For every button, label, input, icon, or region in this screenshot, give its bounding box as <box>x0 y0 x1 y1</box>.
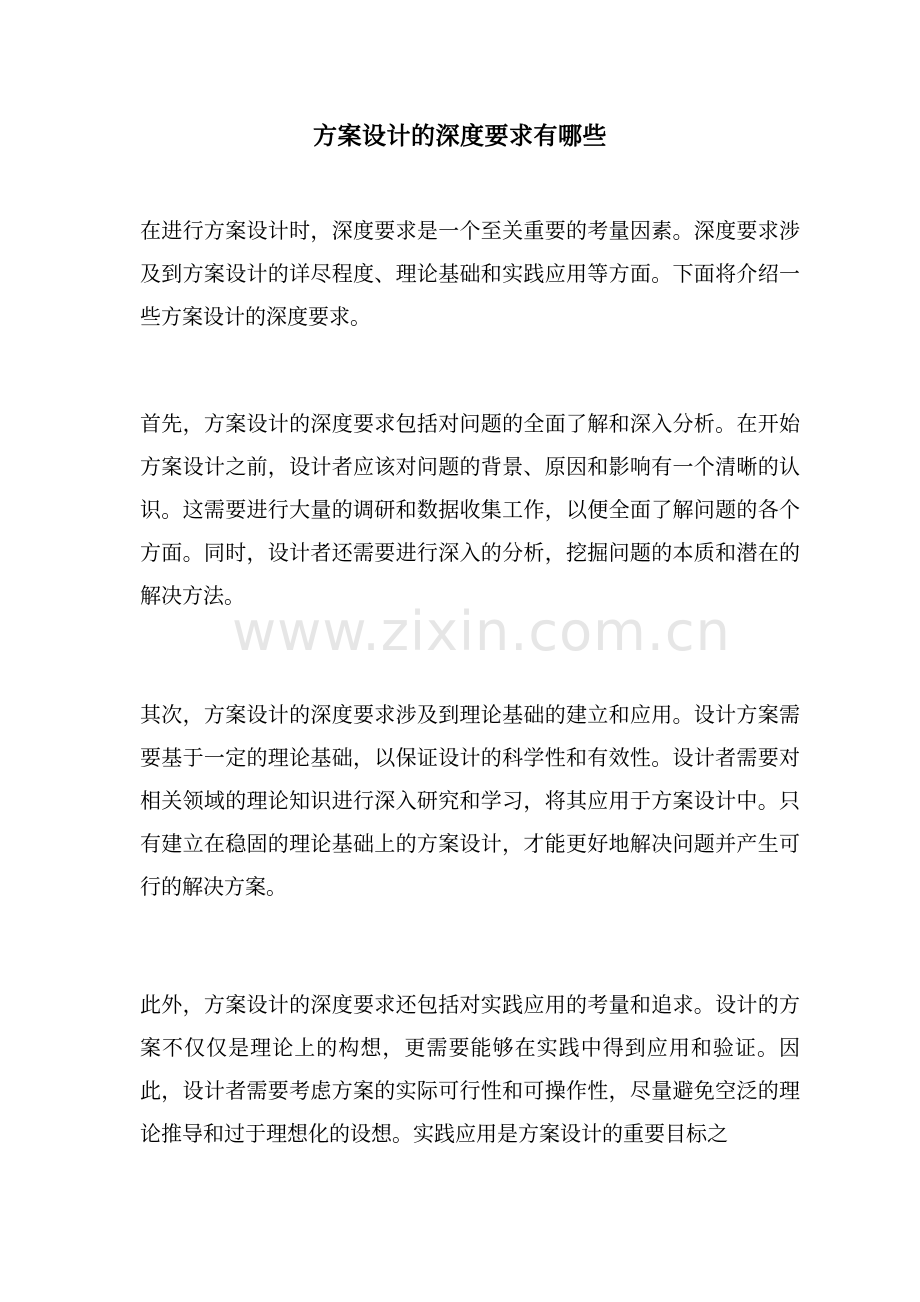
paragraph-third: 此外，方案设计的深度要求还包括对实践应用的考量和追求。设计的方案不仅仅是理论上的构想，更需要能够在实践中得到应用和验证。因此，设计者需要考虑方案的实际可行性和可操作性，尽量避免空泛的理论推导和过于理想化的设想。实践应用是方案设计的重要目标之 <box>140 993 800 1146</box>
paragraph-intro: 在进行方案设计时，深度要求是一个至关重要的考量因素。深度要求涉及到方案设计的详尽程度、理论基础和实践应用等方面。下面将介绍一些方案设计的深度要求。 <box>140 219 800 329</box>
watermark: www.zixin.com.cn <box>232 600 731 663</box>
paragraph-second: 其次，方案设计的深度要求涉及到理论基础的建立和应用。设计方案需要基于一定的理论基础，以保证设计的科学性和有效性。设计者需要对相关领域的理论知识进行深入研究和学习，将其应用于方案设计中。只有建立在稳固的理论基础上的方案设计，才能更好地解决问题并产生可行的解决方案。 <box>140 703 800 899</box>
paragraph-first: 首先，方案设计的深度要求包括对问题的全面了解和深入分析。在开始方案设计之前，设计者应该对问题的背景、原因和影响有一个清晰的认识。这需要进行大量的调研和数据收集工作，以便全面了解问题的各个方面。同时，设计者还需要进行深入的分析，挖掘问题的本质和潜在的解决方法。 <box>140 412 800 608</box>
document-title: 方案设计的深度要求有哪些 <box>313 121 607 150</box>
